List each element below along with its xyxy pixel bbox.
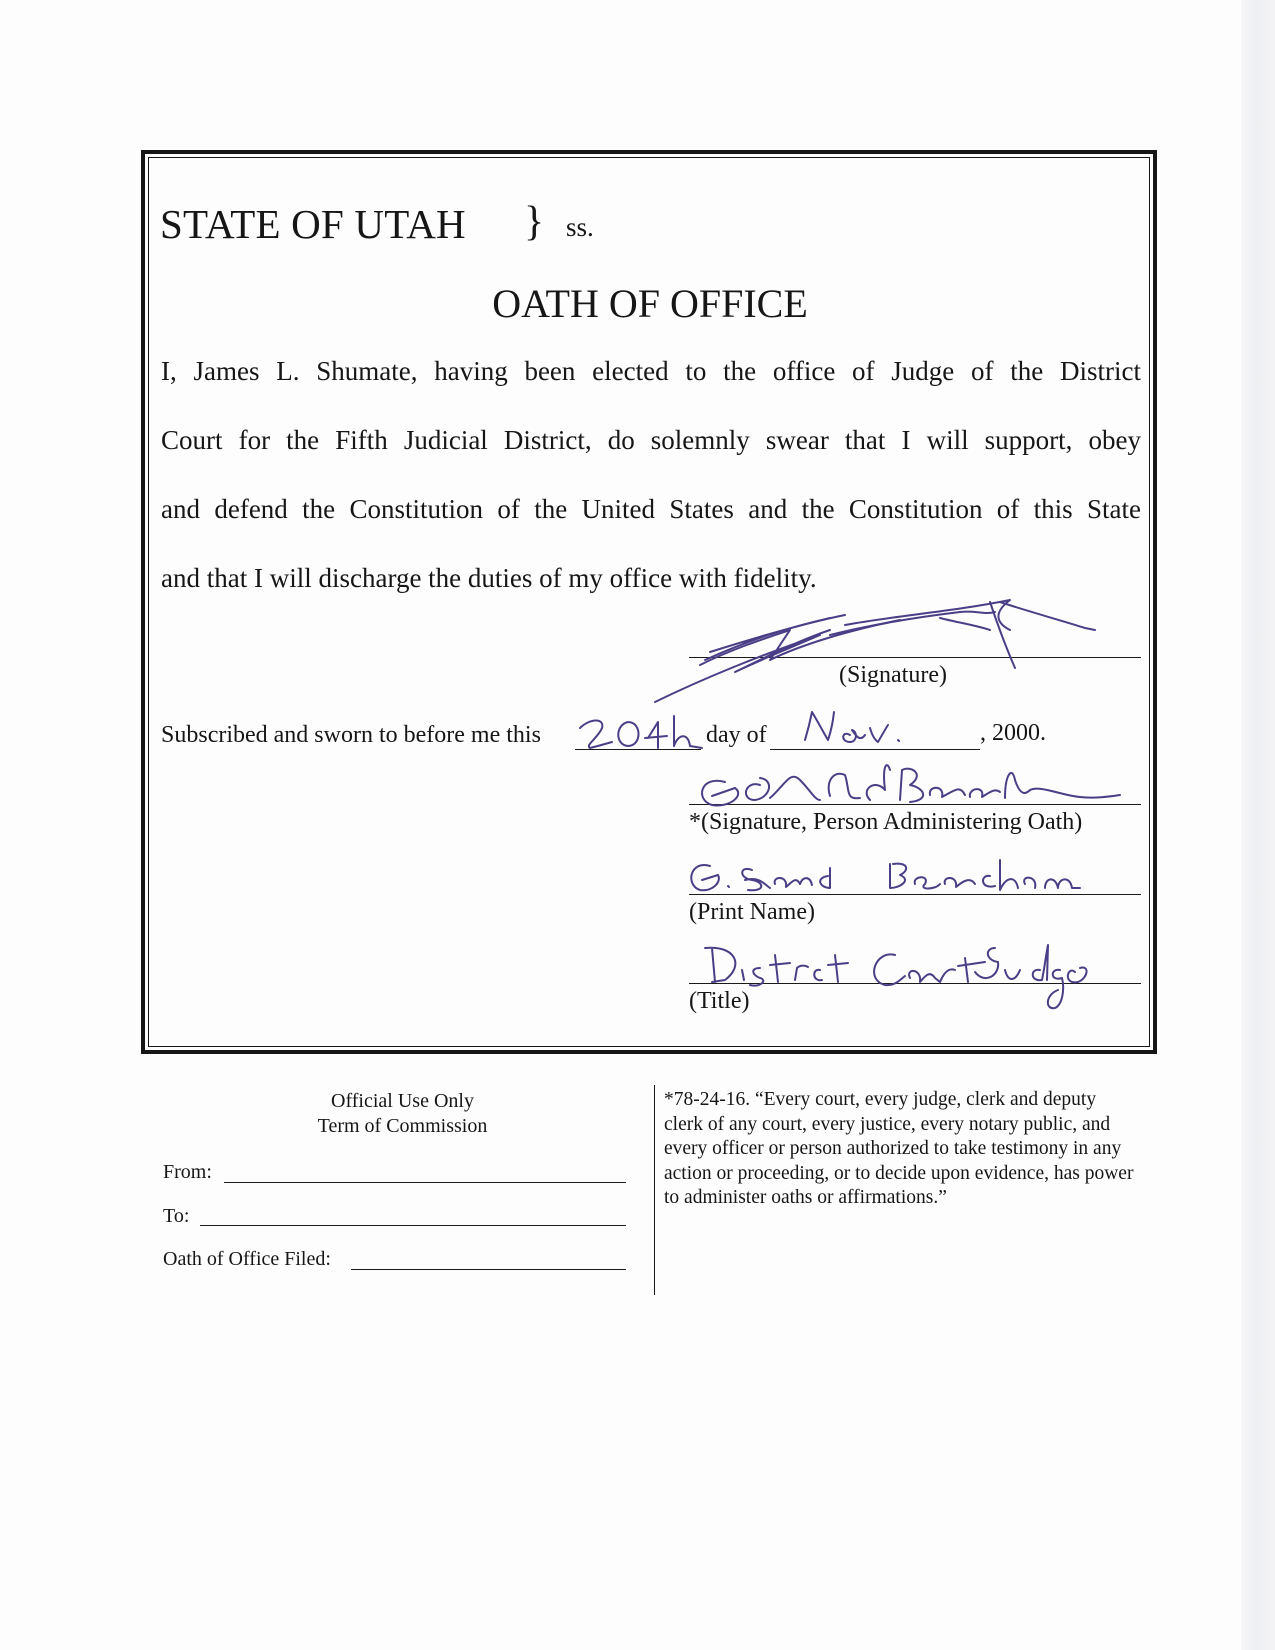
document-title: OATH OF OFFICE bbox=[492, 281, 808, 326]
venue-brace: } bbox=[524, 199, 545, 245]
ss-abbreviation: ss. bbox=[566, 212, 594, 242]
oath-text-line-4: and that I will discharge the duties of my office with fidelity. bbox=[161, 563, 817, 593]
from-line[interactable] bbox=[224, 1182, 626, 1183]
term-of-commission-heading: Term of Commission bbox=[317, 1115, 488, 1137]
year-suffix: , 2000. bbox=[980, 720, 1046, 746]
statute-footnote: *78-24-16. “Every court, every judge, clerk and deputy clerk of any court, every justice, every notary public, and every officer or person authorized to take testimony in any action or proceeding, or to decide upon evidence, has power to administer oaths or affirmations.” bbox=[664, 1089, 1134, 1208]
oath-filed-label: Oath of Office Filed: bbox=[163, 1248, 331, 1270]
print-name-line[interactable] bbox=[689, 894, 1141, 895]
administrator-signature-line[interactable] bbox=[689, 804, 1141, 805]
oath-text-line-1: I, James L. Shumate, having been elected to the office of Judge of the District bbox=[161, 356, 1141, 386]
state-heading: STATE OF UTAH bbox=[160, 201, 466, 247]
oath-text-line-3: and defend the Constitution of the United States and the Constitution of this State bbox=[161, 494, 1141, 524]
title-line[interactable] bbox=[689, 983, 1141, 984]
day-of-label: day of bbox=[706, 722, 767, 748]
subscribed-prefix: Subscribed and sworn to before me this bbox=[161, 722, 541, 748]
day-line[interactable] bbox=[575, 749, 701, 750]
to-line[interactable] bbox=[200, 1225, 626, 1226]
to-label: To: bbox=[163, 1205, 190, 1227]
month-line[interactable] bbox=[770, 749, 980, 750]
oath-filed-line[interactable] bbox=[351, 1269, 626, 1270]
print-name-label: (Print Name) bbox=[689, 899, 815, 925]
signature-label: (Signature) bbox=[839, 662, 947, 688]
official-use-heading: Official Use Only bbox=[331, 1090, 474, 1112]
oath-text-line-2: Court for the Fifth Judicial District, do solemnly swear that I will support, obey bbox=[161, 425, 1141, 455]
from-label: From: bbox=[163, 1161, 212, 1183]
page-edge-shadow bbox=[1241, 0, 1275, 1650]
section-divider bbox=[654, 1085, 655, 1295]
administrator-signature-label: *(Signature, Person Administering Oath) bbox=[689, 809, 1083, 835]
title-label: (Title) bbox=[689, 988, 750, 1014]
signature-line[interactable] bbox=[689, 657, 1141, 658]
